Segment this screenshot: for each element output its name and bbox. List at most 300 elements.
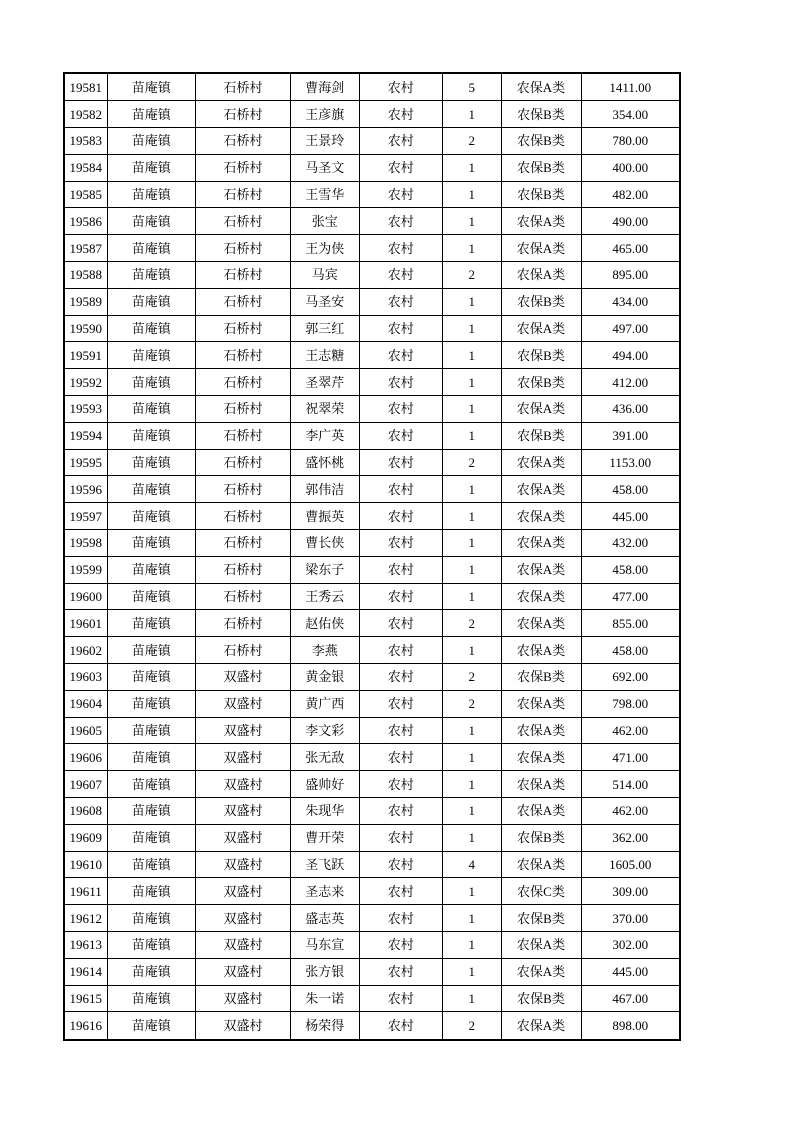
cell-village: 石桥村 xyxy=(196,583,291,610)
cell-town: 苗庵镇 xyxy=(107,128,196,155)
cell-person-name: 张方银 xyxy=(291,958,360,985)
cell-insurance-category: 农保A类 xyxy=(501,556,581,583)
cell-amount: 309.00 xyxy=(581,878,680,905)
cell-residence-type: 农村 xyxy=(359,530,443,557)
cell-village: 石桥村 xyxy=(196,530,291,557)
cell-town: 苗庵镇 xyxy=(107,771,196,798)
cell-seq-no: 19613 xyxy=(64,931,107,958)
cell-amount: 458.00 xyxy=(581,476,680,503)
cell-town: 苗庵镇 xyxy=(107,315,196,342)
cell-insurance-category: 农保A类 xyxy=(501,931,581,958)
cell-town: 苗庵镇 xyxy=(107,1012,196,1040)
cell-town: 苗庵镇 xyxy=(107,905,196,932)
cell-insurance-category: 农保A类 xyxy=(501,717,581,744)
cell-town: 苗庵镇 xyxy=(107,422,196,449)
cell-village: 双盛村 xyxy=(196,878,291,905)
cell-town: 苗庵镇 xyxy=(107,637,196,664)
cell-seq-no: 19586 xyxy=(64,208,107,235)
table-row xyxy=(64,824,680,851)
cell-village: 双盛村 xyxy=(196,1012,291,1040)
table-row xyxy=(64,422,680,449)
cell-seq-no: 19594 xyxy=(64,422,107,449)
table-row xyxy=(64,663,680,690)
cell-town: 苗庵镇 xyxy=(107,851,196,878)
cell-seq-no: 19590 xyxy=(64,315,107,342)
cell-amount: 362.00 xyxy=(581,824,680,851)
cell-village: 双盛村 xyxy=(196,663,291,690)
cell-insurance-category: 农保A类 xyxy=(501,262,581,289)
cell-village: 石桥村 xyxy=(196,637,291,664)
cell-residence-type: 农村 xyxy=(359,556,443,583)
cell-amount: 780.00 xyxy=(581,128,680,155)
cell-insurance-category: 农保A类 xyxy=(501,851,581,878)
cell-insurance-category: 农保A类 xyxy=(501,637,581,664)
table-row xyxy=(64,878,680,905)
cell-town: 苗庵镇 xyxy=(107,208,196,235)
cell-village: 石桥村 xyxy=(196,235,291,262)
cell-insurance-category: 农保A类 xyxy=(501,73,581,101)
cell-village: 石桥村 xyxy=(196,288,291,315)
table-row xyxy=(64,128,680,155)
cell-headcount: 1 xyxy=(443,931,502,958)
cell-amount: 895.00 xyxy=(581,262,680,289)
cell-residence-type: 农村 xyxy=(359,476,443,503)
cell-residence-type: 农村 xyxy=(359,262,443,289)
cell-amount: 302.00 xyxy=(581,931,680,958)
table-row xyxy=(64,101,680,128)
cell-seq-no: 19583 xyxy=(64,128,107,155)
cell-headcount: 1 xyxy=(443,530,502,557)
cell-amount: 465.00 xyxy=(581,235,680,262)
cell-headcount: 1 xyxy=(443,396,502,423)
cell-person-name: 圣翠芹 xyxy=(291,369,360,396)
table-row xyxy=(64,396,680,423)
cell-town: 苗庵镇 xyxy=(107,583,196,610)
cell-town: 苗庵镇 xyxy=(107,449,196,476)
table-row xyxy=(64,717,680,744)
cell-headcount: 1 xyxy=(443,771,502,798)
cell-amount: 354.00 xyxy=(581,101,680,128)
cell-person-name: 马圣文 xyxy=(291,154,360,181)
cell-town: 苗庵镇 xyxy=(107,369,196,396)
cell-insurance-category: 农保B类 xyxy=(501,824,581,851)
cell-insurance-category: 农保B类 xyxy=(501,288,581,315)
cell-headcount: 2 xyxy=(443,128,502,155)
cell-insurance-category: 农保B类 xyxy=(501,128,581,155)
cell-town: 苗庵镇 xyxy=(107,985,196,1012)
cell-headcount: 1 xyxy=(443,369,502,396)
cell-person-name: 杨荣得 xyxy=(291,1012,360,1040)
cell-village: 双盛村 xyxy=(196,985,291,1012)
cell-residence-type: 农村 xyxy=(359,128,443,155)
cell-town: 苗庵镇 xyxy=(107,610,196,637)
cell-insurance-category: 农保B类 xyxy=(501,663,581,690)
table-row xyxy=(64,744,680,771)
cell-amount: 692.00 xyxy=(581,663,680,690)
table-row xyxy=(64,503,680,530)
cell-person-name: 王景玲 xyxy=(291,128,360,155)
cell-insurance-category: 农保A类 xyxy=(501,690,581,717)
cell-person-name: 马圣安 xyxy=(291,288,360,315)
cell-person-name: 马东宣 xyxy=(291,931,360,958)
cell-amount: 432.00 xyxy=(581,530,680,557)
cell-headcount: 1 xyxy=(443,101,502,128)
benefits-table xyxy=(63,72,681,1041)
cell-seq-no: 19607 xyxy=(64,771,107,798)
cell-town: 苗庵镇 xyxy=(107,101,196,128)
cell-residence-type: 农村 xyxy=(359,878,443,905)
cell-amount: 434.00 xyxy=(581,288,680,315)
cell-residence-type: 农村 xyxy=(359,637,443,664)
cell-seq-no: 19599 xyxy=(64,556,107,583)
table-row xyxy=(64,449,680,476)
cell-headcount: 1 xyxy=(443,503,502,530)
cell-headcount: 1 xyxy=(443,637,502,664)
cell-headcount: 1 xyxy=(443,235,502,262)
cell-seq-no: 19614 xyxy=(64,958,107,985)
cell-insurance-category: 农保A类 xyxy=(501,208,581,235)
cell-person-name: 盛怀桃 xyxy=(291,449,360,476)
cell-seq-no: 19591 xyxy=(64,342,107,369)
cell-insurance-category: 农保A类 xyxy=(501,315,581,342)
table-row xyxy=(64,154,680,181)
cell-insurance-category: 农保A类 xyxy=(501,476,581,503)
cell-person-name: 曹长侠 xyxy=(291,530,360,557)
cell-town: 苗庵镇 xyxy=(107,556,196,583)
cell-seq-no: 19600 xyxy=(64,583,107,610)
cell-seq-no: 19595 xyxy=(64,449,107,476)
cell-residence-type: 农村 xyxy=(359,181,443,208)
cell-residence-type: 农村 xyxy=(359,663,443,690)
cell-insurance-category: 农保A类 xyxy=(501,610,581,637)
table-row xyxy=(64,583,680,610)
cell-residence-type: 农村 xyxy=(359,73,443,101)
table-row xyxy=(64,342,680,369)
cell-seq-no: 19615 xyxy=(64,985,107,1012)
cell-residence-type: 农村 xyxy=(359,851,443,878)
cell-headcount: 1 xyxy=(443,958,502,985)
cell-insurance-category: 农保B类 xyxy=(501,154,581,181)
table-row xyxy=(64,530,680,557)
table-row xyxy=(64,637,680,664)
cell-person-name: 梁东子 xyxy=(291,556,360,583)
cell-amount: 462.00 xyxy=(581,717,680,744)
cell-insurance-category: 农保B类 xyxy=(501,985,581,1012)
cell-amount: 497.00 xyxy=(581,315,680,342)
cell-residence-type: 农村 xyxy=(359,771,443,798)
cell-headcount: 1 xyxy=(443,476,502,503)
cell-residence-type: 农村 xyxy=(359,583,443,610)
cell-insurance-category: 农保A类 xyxy=(501,396,581,423)
cell-headcount: 5 xyxy=(443,73,502,101)
cell-person-name: 郭伟洁 xyxy=(291,476,360,503)
cell-town: 苗庵镇 xyxy=(107,288,196,315)
cell-amount: 514.00 xyxy=(581,771,680,798)
cell-residence-type: 农村 xyxy=(359,797,443,824)
cell-village: 双盛村 xyxy=(196,690,291,717)
cell-amount: 391.00 xyxy=(581,422,680,449)
cell-headcount: 1 xyxy=(443,717,502,744)
cell-town: 苗庵镇 xyxy=(107,503,196,530)
cell-insurance-category: 农保A类 xyxy=(501,503,581,530)
cell-headcount: 1 xyxy=(443,422,502,449)
cell-person-name: 李文彩 xyxy=(291,717,360,744)
cell-town: 苗庵镇 xyxy=(107,931,196,958)
cell-village: 石桥村 xyxy=(196,396,291,423)
cell-village: 双盛村 xyxy=(196,931,291,958)
cell-headcount: 4 xyxy=(443,851,502,878)
cell-residence-type: 农村 xyxy=(359,931,443,958)
cell-amount: 467.00 xyxy=(581,985,680,1012)
cell-insurance-category: 农保A类 xyxy=(501,958,581,985)
cell-amount: 370.00 xyxy=(581,905,680,932)
cell-village: 石桥村 xyxy=(196,422,291,449)
table-row xyxy=(64,315,680,342)
cell-village: 石桥村 xyxy=(196,128,291,155)
table-row xyxy=(64,797,680,824)
cell-amount: 898.00 xyxy=(581,1012,680,1040)
cell-town: 苗庵镇 xyxy=(107,690,196,717)
cell-town: 苗庵镇 xyxy=(107,181,196,208)
cell-insurance-category: 农保B类 xyxy=(501,181,581,208)
cell-village: 双盛村 xyxy=(196,717,291,744)
cell-amount: 490.00 xyxy=(581,208,680,235)
cell-amount: 1153.00 xyxy=(581,449,680,476)
cell-headcount: 2 xyxy=(443,449,502,476)
cell-headcount: 1 xyxy=(443,315,502,342)
table-row xyxy=(64,771,680,798)
cell-town: 苗庵镇 xyxy=(107,824,196,851)
cell-seq-no: 19581 xyxy=(64,73,107,101)
cell-town: 苗庵镇 xyxy=(107,663,196,690)
cell-residence-type: 农村 xyxy=(359,369,443,396)
cell-residence-type: 农村 xyxy=(359,101,443,128)
cell-person-name: 黄金银 xyxy=(291,663,360,690)
cell-seq-no: 19605 xyxy=(64,717,107,744)
cell-amount: 1605.00 xyxy=(581,851,680,878)
cell-seq-no: 19593 xyxy=(64,396,107,423)
cell-residence-type: 农村 xyxy=(359,342,443,369)
cell-person-name: 张宝 xyxy=(291,208,360,235)
cell-town: 苗庵镇 xyxy=(107,744,196,771)
cell-person-name: 朱一诺 xyxy=(291,985,360,1012)
cell-headcount: 2 xyxy=(443,610,502,637)
cell-headcount: 1 xyxy=(443,154,502,181)
cell-person-name: 盛志英 xyxy=(291,905,360,932)
cell-village: 石桥村 xyxy=(196,315,291,342)
cell-amount: 412.00 xyxy=(581,369,680,396)
cell-town: 苗庵镇 xyxy=(107,396,196,423)
cell-seq-no: 19596 xyxy=(64,476,107,503)
cell-headcount: 1 xyxy=(443,556,502,583)
cell-insurance-category: 农保A类 xyxy=(501,797,581,824)
cell-residence-type: 农村 xyxy=(359,610,443,637)
cell-insurance-category: 农保B类 xyxy=(501,422,581,449)
cell-village: 双盛村 xyxy=(196,771,291,798)
cell-village: 石桥村 xyxy=(196,503,291,530)
cell-headcount: 1 xyxy=(443,342,502,369)
table-row xyxy=(64,985,680,1012)
cell-village: 石桥村 xyxy=(196,262,291,289)
cell-amount: 436.00 xyxy=(581,396,680,423)
cell-town: 苗庵镇 xyxy=(107,235,196,262)
cell-seq-no: 19608 xyxy=(64,797,107,824)
table-row xyxy=(64,262,680,289)
cell-village: 石桥村 xyxy=(196,476,291,503)
cell-residence-type: 农村 xyxy=(359,690,443,717)
cell-person-name: 王志糖 xyxy=(291,342,360,369)
cell-insurance-category: 农保A类 xyxy=(501,1012,581,1040)
cell-person-name: 李广英 xyxy=(291,422,360,449)
cell-headcount: 1 xyxy=(443,208,502,235)
cell-amount: 462.00 xyxy=(581,797,680,824)
cell-seq-no: 19606 xyxy=(64,744,107,771)
cell-town: 苗庵镇 xyxy=(107,73,196,101)
cell-amount: 458.00 xyxy=(581,556,680,583)
cell-amount: 445.00 xyxy=(581,503,680,530)
cell-seq-no: 19601 xyxy=(64,610,107,637)
cell-headcount: 1 xyxy=(443,797,502,824)
cell-residence-type: 农村 xyxy=(359,717,443,744)
table-body xyxy=(64,73,680,1040)
cell-person-name: 曹开荣 xyxy=(291,824,360,851)
cell-headcount: 1 xyxy=(443,744,502,771)
cell-insurance-category: 农保B类 xyxy=(501,342,581,369)
cell-seq-no: 19612 xyxy=(64,905,107,932)
table-row xyxy=(64,181,680,208)
cell-person-name: 郭三红 xyxy=(291,315,360,342)
cell-village: 双盛村 xyxy=(196,744,291,771)
cell-town: 苗庵镇 xyxy=(107,878,196,905)
cell-insurance-category: 农保A类 xyxy=(501,449,581,476)
cell-village: 石桥村 xyxy=(196,556,291,583)
table-row xyxy=(64,1012,680,1040)
cell-headcount: 1 xyxy=(443,985,502,1012)
cell-residence-type: 农村 xyxy=(359,503,443,530)
cell-seq-no: 19588 xyxy=(64,262,107,289)
cell-town: 苗庵镇 xyxy=(107,797,196,824)
cell-residence-type: 农村 xyxy=(359,958,443,985)
cell-village: 石桥村 xyxy=(196,101,291,128)
cell-village: 石桥村 xyxy=(196,208,291,235)
cell-person-name: 朱现华 xyxy=(291,797,360,824)
cell-seq-no: 19582 xyxy=(64,101,107,128)
cell-amount: 400.00 xyxy=(581,154,680,181)
table-row xyxy=(64,556,680,583)
cell-insurance-category: 农保A类 xyxy=(501,744,581,771)
cell-insurance-category: 农保B类 xyxy=(501,101,581,128)
cell-residence-type: 农村 xyxy=(359,396,443,423)
cell-person-name: 祝翠荣 xyxy=(291,396,360,423)
cell-seq-no: 19610 xyxy=(64,851,107,878)
cell-person-name: 圣志来 xyxy=(291,878,360,905)
cell-headcount: 2 xyxy=(443,663,502,690)
cell-town: 苗庵镇 xyxy=(107,476,196,503)
cell-headcount: 1 xyxy=(443,824,502,851)
table-row xyxy=(64,235,680,262)
cell-headcount: 1 xyxy=(443,905,502,932)
cell-village: 双盛村 xyxy=(196,958,291,985)
cell-headcount: 1 xyxy=(443,878,502,905)
cell-insurance-category: 农保A类 xyxy=(501,235,581,262)
cell-residence-type: 农村 xyxy=(359,208,443,235)
cell-village: 石桥村 xyxy=(196,181,291,208)
cell-town: 苗庵镇 xyxy=(107,154,196,181)
table-row xyxy=(64,958,680,985)
table-row xyxy=(64,288,680,315)
cell-town: 苗庵镇 xyxy=(107,717,196,744)
cell-headcount: 2 xyxy=(443,1012,502,1040)
cell-village: 石桥村 xyxy=(196,610,291,637)
cell-amount: 855.00 xyxy=(581,610,680,637)
cell-town: 苗庵镇 xyxy=(107,262,196,289)
cell-residence-type: 农村 xyxy=(359,288,443,315)
table-row xyxy=(64,931,680,958)
cell-seq-no: 19611 xyxy=(64,878,107,905)
cell-residence-type: 农村 xyxy=(359,1012,443,1040)
cell-town: 苗庵镇 xyxy=(107,342,196,369)
cell-amount: 445.00 xyxy=(581,958,680,985)
cell-seq-no: 19602 xyxy=(64,637,107,664)
cell-person-name: 王秀云 xyxy=(291,583,360,610)
cell-seq-no: 19609 xyxy=(64,824,107,851)
cell-headcount: 2 xyxy=(443,690,502,717)
cell-person-name: 王雪华 xyxy=(291,181,360,208)
cell-residence-type: 农村 xyxy=(359,235,443,262)
table-row xyxy=(64,369,680,396)
cell-person-name: 赵佑侠 xyxy=(291,610,360,637)
cell-amount: 471.00 xyxy=(581,744,680,771)
cell-village: 双盛村 xyxy=(196,824,291,851)
cell-seq-no: 19616 xyxy=(64,1012,107,1040)
cell-headcount: 1 xyxy=(443,288,502,315)
cell-village: 双盛村 xyxy=(196,905,291,932)
cell-residence-type: 农村 xyxy=(359,824,443,851)
cell-seq-no: 19585 xyxy=(64,181,107,208)
cell-residence-type: 农村 xyxy=(359,744,443,771)
cell-amount: 482.00 xyxy=(581,181,680,208)
cell-seq-no: 19597 xyxy=(64,503,107,530)
cell-insurance-category: 农保B类 xyxy=(501,369,581,396)
table-row xyxy=(64,610,680,637)
cell-insurance-category: 农保A类 xyxy=(501,530,581,557)
cell-seq-no: 19604 xyxy=(64,690,107,717)
cell-village: 石桥村 xyxy=(196,449,291,476)
table-row xyxy=(64,905,680,932)
cell-insurance-category: 农保C类 xyxy=(501,878,581,905)
cell-residence-type: 农村 xyxy=(359,315,443,342)
cell-insurance-category: 农保A类 xyxy=(501,771,581,798)
cell-village: 石桥村 xyxy=(196,369,291,396)
cell-person-name: 曹海剑 xyxy=(291,73,360,101)
cell-residence-type: 农村 xyxy=(359,422,443,449)
cell-seq-no: 19603 xyxy=(64,663,107,690)
cell-town: 苗庵镇 xyxy=(107,530,196,557)
cell-residence-type: 农村 xyxy=(359,154,443,181)
cell-person-name: 王彦旗 xyxy=(291,101,360,128)
cell-residence-type: 农村 xyxy=(359,905,443,932)
cell-village: 石桥村 xyxy=(196,342,291,369)
cell-person-name: 李燕 xyxy=(291,637,360,664)
cell-person-name: 马宾 xyxy=(291,262,360,289)
table-row xyxy=(64,208,680,235)
cell-headcount: 1 xyxy=(443,181,502,208)
cell-seq-no: 19592 xyxy=(64,369,107,396)
cell-amount: 1411.00 xyxy=(581,73,680,101)
cell-residence-type: 农村 xyxy=(359,449,443,476)
cell-village: 石桥村 xyxy=(196,73,291,101)
cell-seq-no: 19598 xyxy=(64,530,107,557)
